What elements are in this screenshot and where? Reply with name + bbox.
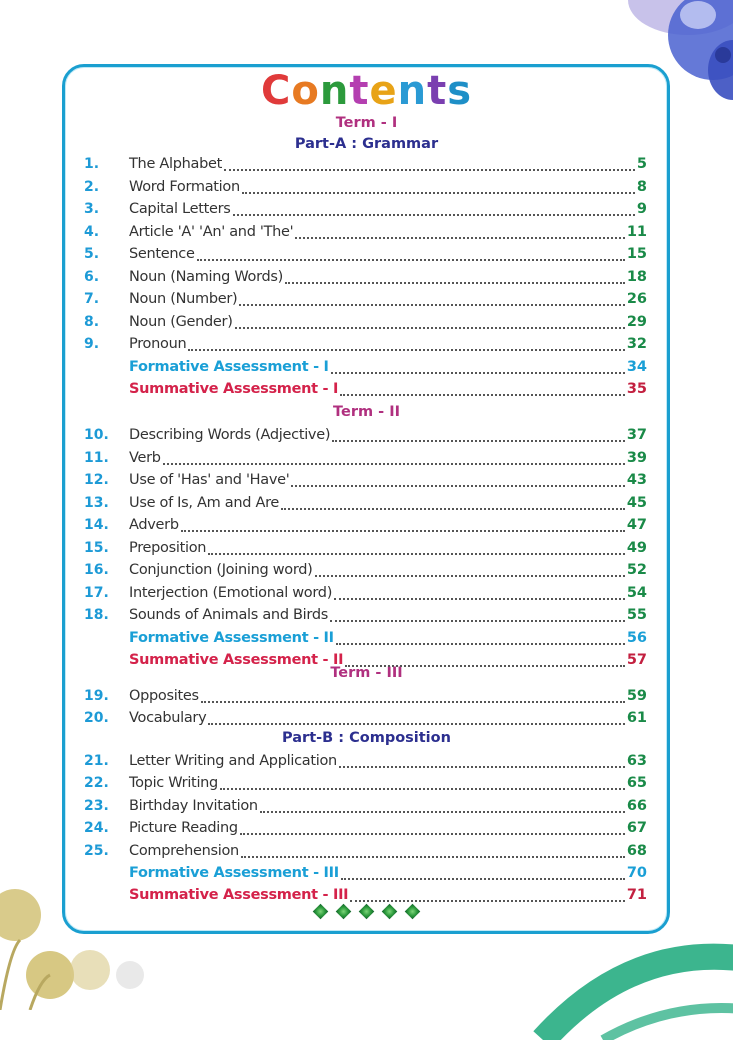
part-heading-a: Part-A : Grammar — [294, 136, 439, 152]
ornament-divider — [0, 906, 733, 917]
dot-leader — [240, 819, 625, 835]
entry-title: Formative Assessment - II — [129, 630, 334, 646]
entry-title: Noun (Gender) — [129, 314, 233, 330]
entry-number: 19. — [84, 688, 109, 704]
dot-leader — [331, 358, 625, 374]
entry-title: Pronoun — [129, 336, 187, 352]
entry-page-number: 65 — [626, 775, 647, 791]
dot-leader — [241, 842, 625, 858]
entry-page-number: 37 — [626, 427, 647, 443]
title-letter: n — [319, 68, 350, 114]
entry-title: Interjection (Emotional word) — [129, 585, 333, 601]
title-letter: o — [291, 68, 320, 114]
entry-page-number: 15 — [626, 246, 647, 262]
dot-leader — [330, 606, 625, 622]
entry-number: 7. — [84, 291, 100, 307]
entry-page-number: 45 — [626, 495, 647, 511]
entry-title: Vocabulary — [129, 710, 207, 726]
dot-leader — [334, 584, 625, 600]
entry-title: Formative Assessment - I — [129, 359, 329, 375]
dot-leader — [260, 797, 625, 813]
diamond-ornament-icon — [405, 904, 421, 920]
entry-number: 14. — [84, 517, 109, 533]
entry-title: Noun (Number) — [129, 291, 238, 307]
dot-leader — [291, 471, 624, 487]
entry-number: 3. — [84, 201, 100, 217]
title-letter: s — [447, 68, 472, 114]
entry-title: Verb — [129, 450, 161, 466]
dot-leader — [224, 155, 635, 171]
entry-number: 20. — [84, 710, 109, 726]
entry-title: Comprehension — [129, 843, 239, 859]
title-letter: n — [397, 68, 428, 114]
term-heading-3: Term - III — [330, 665, 403, 681]
toc-entry[interactable] — [84, 153, 647, 175]
entry-page-number: 61 — [626, 710, 647, 726]
entry-page-number: 56 — [626, 630, 647, 646]
dot-leader — [350, 886, 625, 902]
toc-entry[interactable] — [84, 750, 647, 772]
entry-page-number: 11 — [626, 224, 647, 240]
entry-title: Sounds of Animals and Birds — [129, 607, 328, 623]
diamond-ornament-icon — [313, 904, 329, 920]
diamond-ornament-icon — [336, 904, 352, 920]
entry-page-number: 52 — [626, 562, 647, 578]
dot-leader — [315, 561, 625, 577]
entry-number: 4. — [84, 224, 100, 240]
entry-page-number: 47 — [626, 517, 647, 533]
dot-leader — [181, 516, 625, 532]
toc-entry[interactable] — [84, 333, 647, 355]
dot-leader — [340, 380, 625, 396]
entry-title: Birthday Invitation — [129, 798, 258, 814]
entry-title: Noun (Naming Words) — [129, 269, 284, 285]
entry-page-number: 9 — [636, 201, 647, 217]
toc-entry[interactable] — [84, 492, 647, 514]
toc-entry[interactable] — [84, 685, 647, 707]
dot-leader — [235, 313, 625, 329]
entry-page-number: 39 — [626, 450, 647, 466]
dot-leader — [197, 245, 625, 261]
formative-assessment-entry[interactable] — [84, 627, 647, 649]
dot-leader — [239, 290, 624, 306]
entry-title: Picture Reading — [129, 820, 238, 836]
entry-number: 6. — [84, 269, 100, 285]
dot-leader — [341, 864, 625, 880]
summative-assessment-entry[interactable] — [84, 649, 647, 671]
entry-page-number: 32 — [626, 336, 647, 352]
title-letter: t — [427, 68, 448, 114]
entry-number: 12. — [84, 472, 109, 488]
title-letter: C — [260, 68, 292, 114]
entry-title: The Alphabet — [129, 156, 223, 172]
entry-number: 8. — [84, 314, 100, 330]
entry-number: 15. — [84, 540, 109, 556]
term-heading-2: Term - II — [333, 404, 400, 420]
entry-number: 16. — [84, 562, 109, 578]
entry-title: Word Formation — [129, 179, 240, 195]
toc-entry[interactable] — [84, 559, 647, 581]
dot-leader — [242, 178, 635, 194]
entry-page-number: 35 — [626, 381, 647, 397]
dot-leader — [332, 426, 625, 442]
dot-leader — [220, 774, 625, 790]
entry-page-number: 18 — [626, 269, 647, 285]
part-heading-b: Part-B : Composition — [282, 730, 451, 746]
entry-title: Formative Assessment - III — [129, 865, 339, 881]
entry-title: Opposites — [129, 688, 199, 704]
formative-assessment-entry[interactable] — [84, 862, 647, 884]
dot-leader — [295, 223, 624, 239]
entry-page-number: 68 — [626, 843, 647, 859]
entry-title: Summative Assessment - II — [129, 652, 344, 668]
diamond-ornament-icon — [359, 904, 375, 920]
entry-page-number: 63 — [626, 753, 647, 769]
entry-number: 5. — [84, 246, 100, 262]
toc-entry[interactable] — [84, 840, 647, 862]
entry-number: 2. — [84, 179, 100, 195]
toc-entry[interactable] — [84, 288, 647, 310]
entry-number: 21. — [84, 753, 109, 769]
toc-entry[interactable] — [84, 198, 647, 220]
toc-entry[interactable] — [84, 537, 647, 559]
entry-page-number: 43 — [626, 472, 647, 488]
entry-title: Summative Assessment - I — [129, 381, 339, 397]
dot-leader — [188, 335, 624, 351]
toc-entry[interactable] — [84, 772, 647, 794]
toc-entry[interactable] — [84, 604, 647, 626]
toc-entry[interactable] — [84, 447, 647, 469]
toc-entry[interactable] — [84, 424, 647, 446]
toc-entry[interactable] — [84, 311, 647, 333]
title-letter: e — [369, 68, 398, 114]
entry-number: 17. — [84, 585, 109, 601]
entry-title: Use of 'Has' and 'Have' — [129, 472, 290, 488]
toc-entry[interactable] — [84, 817, 647, 839]
entry-number: 22. — [84, 775, 109, 791]
green-swirl-decoration — [513, 920, 733, 1040]
entry-number: 10. — [84, 427, 109, 443]
dot-leader — [281, 494, 625, 510]
toc-entry[interactable] — [84, 514, 647, 536]
entry-number: 1. — [84, 156, 100, 172]
entry-number: 11. — [84, 450, 109, 466]
entry-number: 23. — [84, 798, 109, 814]
entry-title: Sentence — [129, 246, 195, 262]
page-title — [0, 66, 733, 116]
entry-number: 18. — [84, 607, 109, 623]
entry-title: Summative Assessment - III — [129, 887, 349, 903]
formative-assessment-entry[interactable] — [84, 356, 647, 378]
entry-page-number: 26 — [626, 291, 647, 307]
entry-page-number: 70 — [626, 865, 647, 881]
dot-leader — [163, 449, 625, 465]
dot-leader — [201, 687, 625, 703]
entry-page-number: 8 — [636, 179, 647, 195]
entry-title: Use of Is, Am and Are — [129, 495, 280, 511]
term-heading-1: Term - I — [335, 115, 398, 131]
entry-title: Describing Words (Adjective) — [129, 427, 331, 443]
entry-page-number: 57 — [626, 652, 647, 668]
entry-title: Preposition — [129, 540, 207, 556]
title-letter: t — [349, 68, 370, 114]
entry-page-number: 59 — [626, 688, 647, 704]
entry-number: 9. — [84, 336, 100, 352]
toc-entry[interactable] — [84, 795, 647, 817]
entry-page-number: 71 — [626, 887, 647, 903]
toc-entry[interactable] — [84, 707, 647, 729]
entry-page-number: 34 — [626, 359, 647, 375]
entry-page-number: 49 — [626, 540, 647, 556]
entry-page-number: 55 — [626, 607, 647, 623]
dot-leader — [208, 539, 625, 555]
summative-assessment-entry[interactable] — [84, 884, 647, 906]
toc-entry[interactable] — [84, 469, 647, 491]
toc-entry[interactable] — [84, 221, 647, 243]
dot-leader — [208, 709, 624, 725]
diamond-ornament-icon — [382, 904, 398, 920]
summative-assessment-entry[interactable] — [84, 378, 647, 400]
entry-title: Letter Writing and Application — [129, 753, 337, 769]
toc-entry[interactable] — [84, 176, 647, 198]
dot-leader — [339, 752, 625, 768]
entry-title: Capital Letters — [129, 201, 231, 217]
entry-page-number: 54 — [626, 585, 647, 601]
dot-leader — [336, 629, 625, 645]
entry-number: 24. — [84, 820, 109, 836]
toc-entry[interactable] — [84, 243, 647, 265]
dot-leader — [285, 268, 625, 284]
entry-page-number: 67 — [626, 820, 647, 836]
entry-title: Topic Writing — [129, 775, 218, 791]
entry-number: 25. — [84, 843, 109, 859]
entry-number: 13. — [84, 495, 109, 511]
toc-entry[interactable] — [84, 582, 647, 604]
entry-title: Adverb — [129, 517, 179, 533]
entry-page-number: 66 — [626, 798, 647, 814]
entry-page-number: 29 — [626, 314, 647, 330]
entry-title: Conjunction (Joining word) — [129, 562, 313, 578]
entry-page-number: 5 — [636, 156, 647, 172]
entry-title: Article 'A' 'An' and 'The' — [129, 224, 294, 240]
toc-entry[interactable] — [84, 266, 647, 288]
dot-leader — [345, 651, 625, 667]
dot-leader — [233, 200, 635, 216]
